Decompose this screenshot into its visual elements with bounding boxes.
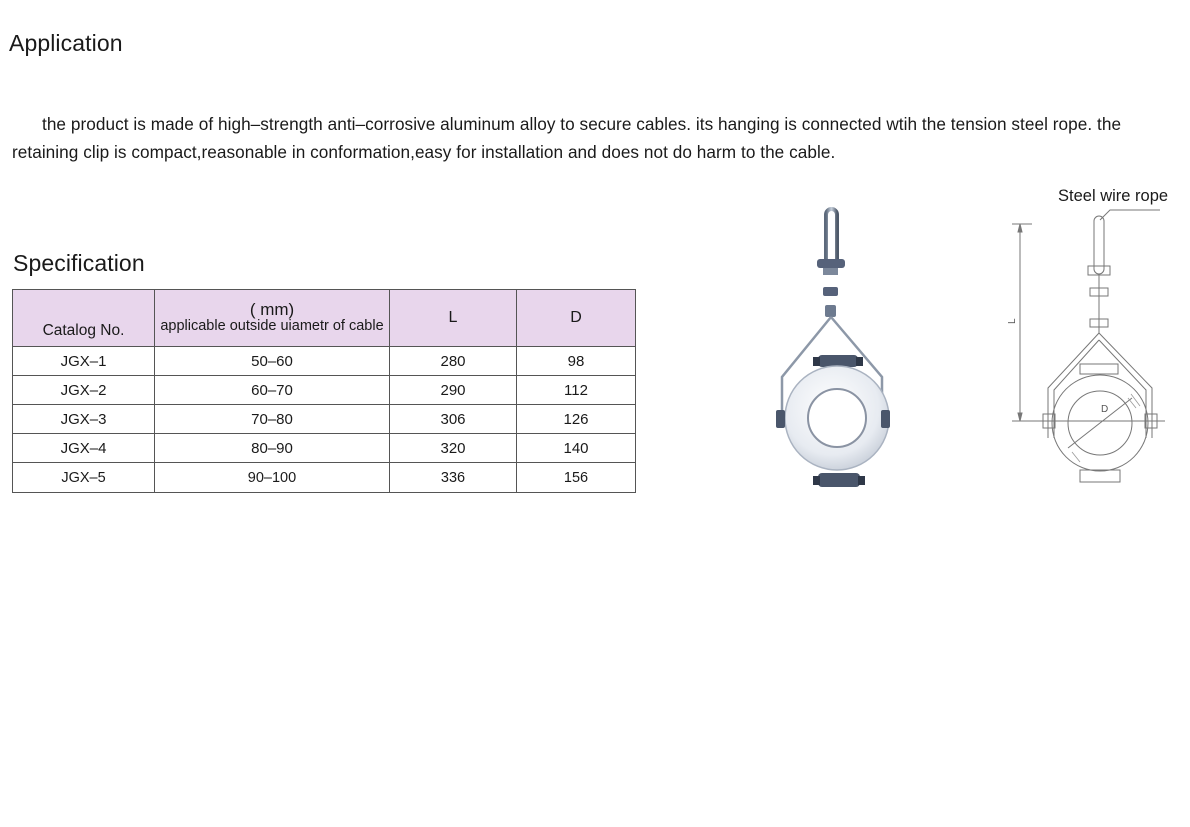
catalog-cell: JGX–1 [13, 347, 155, 376]
table-row [13, 405, 636, 434]
d-cell: 156 [517, 463, 636, 493]
l-cell: 290 [390, 376, 517, 405]
table-row [13, 376, 636, 405]
diameter-unit: ( mm) [249, 300, 295, 319]
table-row [13, 347, 636, 376]
application-heading: Application [9, 30, 123, 56]
d-cell: 112 [517, 376, 636, 405]
diameter-cell: 70–80 [155, 405, 390, 434]
catalog-cell: JGX–3 [13, 405, 155, 434]
diameter-cell: 60–70 [155, 376, 390, 405]
d-cell: 126 [517, 405, 636, 434]
l-cell: 320 [390, 434, 517, 463]
catalog-cell: JGX–2 [13, 376, 155, 405]
l-cell: 280 [390, 347, 517, 376]
l-cell: 336 [390, 463, 517, 493]
diameter-description: applicable outside uiametr of cable [160, 318, 384, 334]
diameter-cell: 80–90 [155, 434, 390, 463]
cable-clamp-photo [770, 205, 905, 495]
d-header: D [517, 290, 636, 347]
diameter-header [155, 290, 390, 347]
table-row [13, 463, 636, 493]
cable-clamp-drawing [1007, 208, 1170, 493]
specification-heading: Specification [13, 250, 145, 276]
diameter-cell: 90–100 [155, 463, 390, 493]
l-cell: 306 [390, 405, 517, 434]
d-cell: 140 [517, 434, 636, 463]
catalog-cell: JGX–4 [13, 434, 155, 463]
catalog-cell: JGX–5 [13, 463, 155, 493]
d-cell: 98 [517, 347, 636, 376]
catalog-header: Catalog No. [13, 290, 155, 347]
steel-wire-rope-label: Steel wire rope [1058, 187, 1169, 205]
dimension-l-label: L [1007, 318, 1018, 324]
diameter-cell: 50–60 [155, 347, 390, 376]
specification-table [12, 289, 636, 493]
dimension-d-label: D [1101, 404, 1109, 415]
application-paragraph: the product is made of high–strength anti–corrosive aluminum alloy to secure cables. its hanging is connected wtih the tension steel rope. the retaining clip is compact,reasonable in conformation,easy for installation and does not do harm to the cable. [12, 114, 1122, 162]
table-header-row [13, 290, 636, 347]
l-header: L [390, 290, 517, 347]
table-row [13, 434, 636, 463]
